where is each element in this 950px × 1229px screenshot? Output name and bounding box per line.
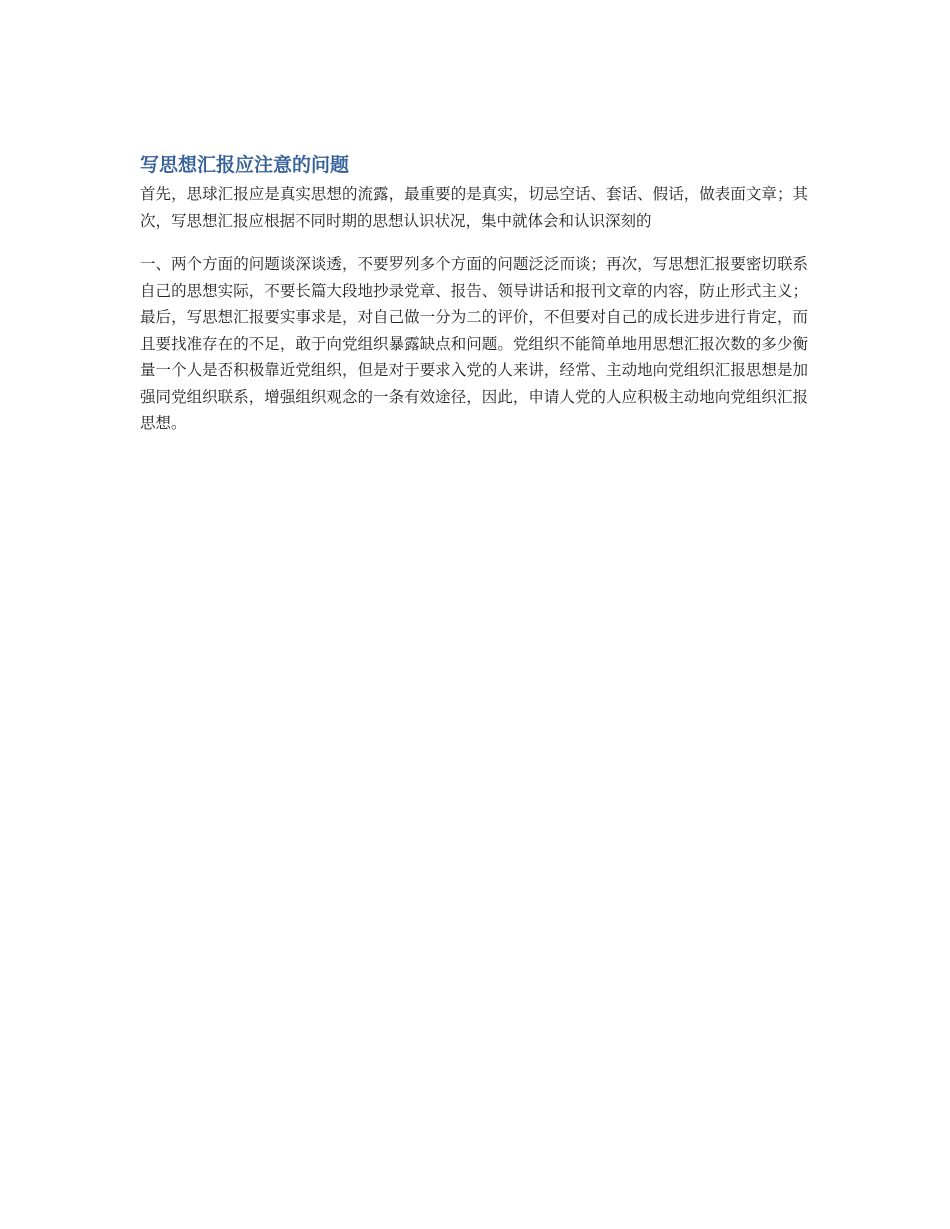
body-paragraph-1: 首先，思球汇报应是真实思想的流露，最重要的是真实，切忌空话、套话、假话，做表面文章；其次，写思想汇报应根据不同时期的思想认识状况，集中就体会和认识深刻的 (140, 185, 808, 230)
document-title: 写思想汇报应注意的问题 (140, 154, 350, 176)
body-paragraph-2: 一、两个方面的问题谈深谈透，不要罗列多个方面的问题泛泛而谈；再次，写思想汇报要密切联系自己的思想实际，不要长篇大段地抄录党章、报告、领导讲话和报刊文章的内容，防止形式主义；最后，写思想汇报要实事求是，对自己做一分为二的评价，不但要对自己的成长进步进行肯定，而且要找准存在的不足，敢于向党组织暴露缺点和问题。党组织不能简单地用思想汇报次数的多少衡量一个人是否积极靠近党组织，但是对于要求入党的人来讲，经常、主动地向党组织汇报思想是加强同党组织联系，增强组织观念的一条有效途径，因此，申请人党的人应积极主动地向党组织汇报思想。 (140, 255, 808, 432)
document-page (140, 152, 808, 437)
